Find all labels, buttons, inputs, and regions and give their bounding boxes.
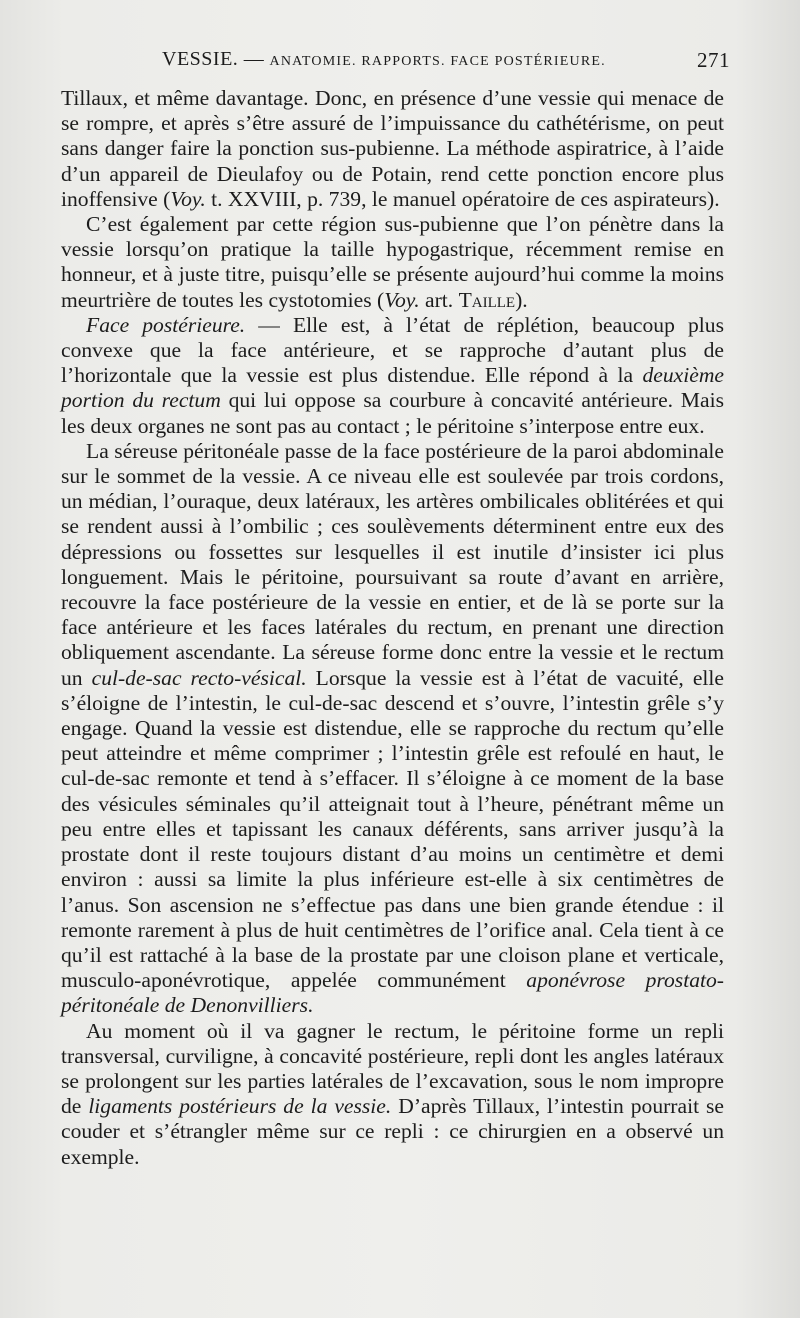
emphasis: cul-de-sac recto-vésical. xyxy=(91,665,307,690)
paragraph-3-text: — Elle est, à l’état de réplétion, beaucoup plus convexe que la face antérieure, et se rapproche d’autant plus de l’horizontale que la vessie est plus distendue. Elle répond à la xyxy=(61,312,724,388)
emphasis: deuxième portion du rectum xyxy=(61,363,724,413)
paragraph-1-text: Tillaux, et même davantage. Donc, en présence d’une vessie qui menace de se rompre, et après s’être assuré de l’impuissance du cathétérisme, on peut sans danger faire la ponction sus-pubienne. La méthode aspiratrice, à l’aide d’un appareil de Dieulafoy ou de Potain, rend cette ponction encore plus inoffensive ( xyxy=(61,86,724,211)
body-text xyxy=(61,86,724,1170)
paragraph-2-text: C’est également par cette région sus-pubienne que l’on pénètre dans la vessie lorsqu’on pratique la taille hypogastrique, récemment remise en honneur, et à juste titre, puisqu’elle se présente aujourd’hui comme la moins meurtrière de toutes les cystotomies ( xyxy=(61,212,724,312)
voy-reference: Voy. xyxy=(384,287,420,312)
paragraph-5 xyxy=(61,1019,724,1170)
paragraph-5-end: D’après Tillaux, l’intestin pourrait se couder et s’étrangler même sur ce repli : ce chirurgien en a observé un exemple. xyxy=(61,1094,724,1169)
paragraph-4 xyxy=(61,439,724,1019)
paragraph-1 xyxy=(61,86,724,212)
voy-reference: Voy. xyxy=(170,186,206,211)
paragraph-2-end: ). xyxy=(515,287,528,312)
running-head xyxy=(60,48,730,84)
paragraph-2 xyxy=(61,212,724,313)
paragraph-4-text: La séreuse péritonéale passe de la face postérieure de la paroi abdominale sur le sommet de la vessie. A ce niveau elle est soulevée par trois cordons, un médian, l’ouraque, deux latéraux, les artères ombilicales oblitérées et qui se rendent aussi à l’ombilic ; ces soulèvements déterminent entre eux des dépressions ou fossettes sur lesquelles il est inutile d’insister ici plus longuement. Mais le péritoine, poursuivant sa route d’avant en arrière, recouvre la face postérieure de la vessie en entier, et de là se porte sur la face antérieure et les faces latérales du rectum, en prenant une direction obliquement ascendante. La séreuse forme donc entre la vessie et le rectum un xyxy=(61,438,724,690)
running-title xyxy=(162,48,606,71)
paragraph-1-end: t. XXVIII, p. 739, le manuel opératoire de ces aspirateurs). xyxy=(205,186,720,211)
running-title-main: VESSIE. — xyxy=(162,48,265,70)
emphasis: aponévrose prostato-péritonéale de Denonvilliers. xyxy=(61,968,724,1018)
emphasis: ligaments postérieurs de la vessie. xyxy=(88,1094,392,1119)
running-title-sub: ANATOMIE. RAPPORTS. FACE POSTÉRIEURE. xyxy=(269,54,606,69)
section-heading: Face postérieure. xyxy=(86,312,246,337)
paragraph-4-middle: Lorsque la vessie est à l’état de vacuité, elle s’éloigne de l’intestin, le cul-de-sac descend et s’ouvre, l’intestin grêle s’y engage. Quand la vessie est distendue, elle se rapproche du rectum qu’elle peut atteindre et même comprimer ; l’intestin grêle est refoulé en haut, le cul-de-sac remonte et tend à s’effacer. Il s’éloigne à ce moment de la base des vésicules séminales qu’il atteignait tout à l’heure, pénétrant même un peu entre elles et tapissant les canaux déférents, sans arriver jusqu’à la prostate dont il reste toujours distant d’au moins un centimètre et demi environ : aussi sa limite la plus inférieure est-elle à six centimètres de l’anus. Son ascension ne s’effectue pas dans une bien grande étendue : il remonte rarement à plus de huit centimètres de l’orifice anal. Cela tient à ce qu’il est rattaché à la base de la prostate par une cloison plane et verticale, musculo-aponévrotique, appelée communément xyxy=(61,665,725,993)
taille-reference: Taille xyxy=(458,287,516,312)
paragraph-5-text: Au moment où il va gagner le rectum, le péritoine forme un repli transversal, curviligne, à concavité postérieure, repli dont les angles latéraux se prolongent sur les parties latérales de l’excavation, sous le nom impropre de xyxy=(61,1018,724,1119)
paragraph-3 xyxy=(61,313,724,439)
page-number: 271 xyxy=(697,48,730,72)
paragraph-3-end: qui lui oppose sa courbure à concavité antérieure. Mais les deux organes ne sont pas au contact ; le péritoine s’interpose entre eux. xyxy=(61,388,724,438)
art-label: art. xyxy=(419,287,459,312)
